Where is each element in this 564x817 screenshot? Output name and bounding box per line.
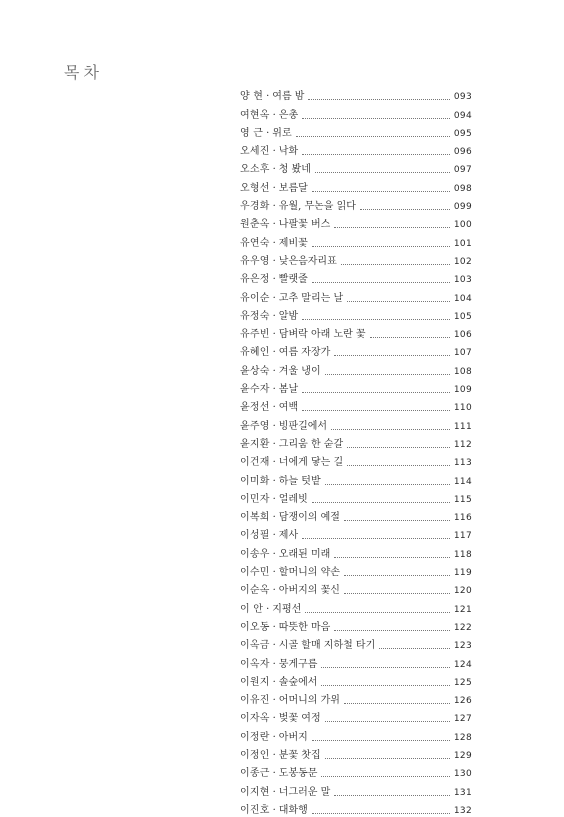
toc-entry	[240, 506, 472, 524]
toc-page-number: 100	[453, 220, 472, 231]
toc-entry-heading	[240, 585, 340, 597]
toc-entry-heading	[240, 402, 298, 414]
toc-author: 이건재	[240, 457, 270, 469]
toc-entry	[240, 286, 472, 304]
toc-entry	[240, 762, 472, 780]
toc-separator: ·	[272, 695, 276, 707]
toc-entry	[240, 213, 472, 231]
dot-leader	[321, 776, 449, 777]
toc-separator: ·	[272, 365, 276, 377]
toc-entry	[240, 707, 472, 725]
toc-page-number: 105	[453, 311, 472, 322]
dot-leader	[347, 447, 450, 448]
toc-author: 이자옥	[240, 713, 270, 725]
toc-entry-heading	[240, 183, 308, 195]
dot-leader	[379, 648, 450, 649]
table-of-contents	[240, 85, 472, 817]
toc-page-number: 097	[453, 165, 472, 176]
toc-entry	[240, 305, 472, 323]
toc-entry-heading	[240, 805, 308, 817]
dot-leader	[344, 593, 450, 594]
toc-separator: ·	[272, 749, 276, 761]
dot-leader	[334, 557, 450, 558]
toc-entry	[240, 195, 472, 213]
toc-page-number: 096	[453, 147, 472, 158]
toc-entry-heading	[240, 476, 321, 488]
toc-page-number: 120	[453, 586, 472, 597]
toc-separator: ·	[272, 676, 276, 688]
dot-leader	[302, 319, 450, 320]
toc-page-number: 131	[453, 787, 472, 798]
dot-leader	[334, 227, 450, 228]
toc-page-number: 119	[453, 568, 472, 579]
toc-title: 아버지의 꽃신	[278, 585, 340, 597]
toc-page-number: 094	[453, 110, 472, 121]
toc-entry	[240, 652, 472, 670]
toc-separator: ·	[272, 274, 276, 286]
toc-entry	[240, 433, 472, 451]
toc-entry-heading	[240, 274, 308, 286]
toc-separator: ·	[272, 475, 276, 487]
toc-entry	[240, 359, 472, 377]
toc-author: 윤상숙	[240, 365, 270, 377]
toc-title: 분꽃 찻집	[278, 749, 321, 761]
toc-title: 하늘 텃밭	[278, 475, 321, 487]
dot-leader	[321, 667, 449, 668]
dot-leader	[344, 575, 450, 576]
toc-title: 벚꽃 여정	[278, 713, 321, 725]
toc-entry-heading	[240, 110, 298, 122]
dot-leader	[308, 99, 449, 100]
toc-entry-heading	[240, 512, 340, 524]
toc-separator: ·	[272, 402, 276, 414]
toc-page-number: 108	[453, 366, 472, 377]
dot-leader	[347, 301, 450, 302]
toc-author: 이원지	[240, 676, 270, 688]
toc-author: 윤지환	[240, 438, 270, 450]
dot-leader	[370, 337, 450, 338]
toc-author: 유주빈	[240, 329, 270, 341]
toc-title: 솔숲에서	[278, 676, 318, 688]
toc-entry-heading	[240, 768, 317, 780]
toc-entry	[240, 780, 472, 798]
toc-entry-heading	[240, 457, 343, 469]
dot-leader	[347, 465, 450, 466]
toc-title: 담쟁이의 예절	[278, 512, 340, 524]
toc-page-number: 098	[453, 183, 472, 194]
toc-entry-heading	[240, 659, 317, 671]
toc-entry	[240, 799, 472, 817]
toc-page-number: 122	[453, 622, 472, 633]
toc-title: 청 봤네	[278, 164, 311, 176]
toc-page-number: 125	[453, 677, 472, 688]
toc-author: 이민자	[240, 493, 270, 505]
toc-separator: ·	[272, 768, 276, 780]
toc-title: 봄날	[278, 384, 299, 396]
toc-title: 너그러운 말	[278, 786, 331, 798]
toc-title: 여름 밤	[272, 91, 305, 103]
toc-entry	[240, 671, 472, 689]
toc-separator: ·	[272, 420, 276, 432]
toc-entry	[240, 597, 472, 615]
toc-separator: ·	[272, 457, 276, 469]
toc-author: 이순옥	[240, 585, 270, 597]
toc-page-number: 095	[453, 128, 472, 139]
toc-page-number: 130	[453, 769, 472, 780]
toc-entry-heading	[240, 329, 366, 341]
toc-entry	[240, 378, 472, 396]
toc-author: 오형선	[240, 182, 270, 194]
toc-page-number: 124	[453, 659, 472, 670]
toc-entry-heading	[240, 567, 340, 579]
toc-title: 어머니의 가위	[278, 695, 340, 707]
toc-separator: ·	[272, 548, 276, 560]
toc-author: 이미화	[240, 475, 270, 487]
toc-page-number: 103	[453, 275, 472, 286]
toc-separator: ·	[266, 127, 270, 139]
toc-title: 낮은음자리표	[278, 255, 337, 267]
toc-entry	[240, 103, 472, 121]
toc-author: 여현옥	[240, 109, 270, 121]
toc-entry-heading	[240, 347, 330, 359]
dot-leader	[341, 264, 450, 265]
toc-page-number: 106	[453, 330, 472, 341]
toc-separator: ·	[272, 530, 276, 542]
dot-leader	[344, 520, 450, 521]
toc-entry	[240, 469, 472, 487]
toc-page-number: 116	[453, 513, 472, 524]
toc-author: 윤정선	[240, 402, 270, 414]
toc-entry	[240, 524, 472, 542]
toc-entry	[240, 725, 472, 743]
dot-leader	[305, 612, 450, 613]
toc-title: 할머니의 약손	[278, 567, 340, 579]
toc-entry	[240, 176, 472, 194]
toc-page-number: 129	[453, 750, 472, 761]
toc-author: 오세진	[240, 146, 270, 158]
toc-entry-heading	[240, 695, 340, 707]
toc-author: 이수민	[240, 567, 270, 579]
toc-author: 유이순	[240, 292, 270, 304]
toc-title: 너에게 닿는 길	[278, 457, 344, 469]
toc-author: 이정란	[240, 731, 270, 743]
toc-separator: ·	[272, 164, 276, 176]
toc-entry-heading	[240, 421, 327, 433]
toc-entry-heading	[240, 549, 330, 561]
toc-author: 이옥자	[240, 658, 270, 670]
dot-leader	[312, 282, 450, 283]
toc-page-number: 111	[453, 421, 472, 432]
toc-title: 그리움 한 숟갈	[278, 438, 344, 450]
dot-leader	[321, 685, 449, 686]
toc-page-number: 115	[453, 494, 472, 505]
toc-author: 유우영	[240, 255, 270, 267]
toc-title: 겨울 냉이	[278, 365, 321, 377]
toc-title: 유월, 무논을 읽다	[278, 201, 356, 213]
toc-separator: ·	[272, 109, 276, 121]
toc-title: 빨랫줄	[278, 274, 308, 286]
toc-title: 제비꽃	[278, 237, 308, 249]
toc-author: 유혜인	[240, 347, 270, 359]
toc-title: 뭉게구름	[278, 658, 318, 670]
toc-title: 여름 자장가	[278, 347, 331, 359]
toc-entry-heading	[240, 91, 304, 103]
toc-author: 이진호	[240, 804, 270, 816]
dot-leader	[312, 191, 450, 192]
toc-separator: ·	[272, 310, 276, 322]
toc-entry	[240, 122, 472, 140]
toc-separator: ·	[266, 603, 270, 615]
toc-entry	[240, 689, 472, 707]
toc-title: 시골 할매 지하철 타기	[278, 640, 376, 652]
toc-page-number: 107	[453, 348, 472, 359]
toc-title: 은총	[278, 109, 299, 121]
toc-entry-heading	[240, 732, 308, 744]
toc-author: 이옥금	[240, 640, 270, 652]
dot-leader	[325, 758, 450, 759]
dot-leader	[325, 484, 450, 485]
toc-author: 이복희	[240, 512, 270, 524]
toc-separator: ·	[272, 786, 276, 798]
toc-page-number: 113	[453, 458, 472, 469]
toc-separator: ·	[272, 731, 276, 743]
toc-entry	[240, 414, 472, 432]
toc-author: 이송우	[240, 548, 270, 560]
toc-page-number: 117	[453, 531, 472, 542]
toc-author: 이종근	[240, 768, 270, 780]
toc-entry-heading	[240, 604, 301, 616]
toc-author: 이오동	[240, 621, 270, 633]
toc-entry	[240, 451, 472, 469]
dot-leader	[334, 630, 450, 631]
toc-separator: ·	[272, 182, 276, 194]
toc-separator: ·	[272, 493, 276, 505]
toc-entry	[240, 634, 472, 652]
dot-leader	[302, 410, 450, 411]
toc-title: 낙화	[278, 146, 299, 158]
toc-author: 유은정	[240, 274, 270, 286]
toc-entry-heading	[240, 219, 330, 231]
toc-title: 제사	[278, 530, 299, 542]
toc-title: 여백	[278, 402, 299, 414]
toc-separator: ·	[272, 329, 276, 341]
toc-separator: ·	[272, 219, 276, 231]
toc-separator: ·	[266, 91, 270, 103]
toc-entry	[240, 579, 472, 597]
toc-entry-heading	[240, 787, 330, 799]
toc-author: 이지현	[240, 786, 270, 798]
dot-leader	[312, 740, 450, 741]
dot-leader	[325, 721, 450, 722]
toc-page-number: 127	[453, 714, 472, 725]
toc-title: 지평선	[272, 603, 302, 615]
toc-entry-heading	[240, 530, 298, 542]
dot-leader	[296, 136, 450, 137]
dot-leader	[302, 538, 450, 539]
toc-entry	[240, 341, 472, 359]
toc-page-number: 114	[453, 476, 472, 487]
toc-page-number: 109	[453, 385, 472, 396]
toc-author: 이 안	[240, 603, 264, 615]
toc-author: 유정숙	[240, 310, 270, 322]
toc-separator: ·	[272, 567, 276, 579]
toc-separator: ·	[272, 237, 276, 249]
toc-page-number: 099	[453, 202, 472, 213]
toc-entry	[240, 323, 472, 341]
toc-title: 대화행	[278, 804, 308, 816]
toc-entry-heading	[240, 201, 356, 213]
toc-page-number: 128	[453, 732, 472, 743]
toc-author: 윤수자	[240, 384, 270, 396]
dot-leader	[302, 118, 450, 119]
toc-title: 위로	[272, 127, 292, 139]
toc-page-number: 112	[453, 439, 472, 450]
toc-entry-heading	[240, 640, 375, 652]
toc-page-number: 123	[453, 641, 472, 652]
toc-page-number: 110	[453, 403, 472, 414]
toc-author: 이유진	[240, 695, 270, 707]
dot-leader	[315, 172, 450, 173]
toc-author: 이정인	[240, 749, 270, 761]
toc-page-number: 102	[453, 256, 472, 267]
toc-entry-heading	[240, 439, 343, 451]
toc-page-number: 132	[453, 805, 472, 816]
toc-separator: ·	[272, 804, 276, 816]
toc-entry	[240, 231, 472, 249]
dot-leader	[360, 209, 450, 210]
toc-entry-heading	[240, 366, 321, 378]
toc-page-number: 121	[453, 604, 472, 615]
toc-entry	[240, 542, 472, 560]
toc-entry-heading	[240, 677, 317, 689]
toc-separator: ·	[272, 292, 276, 304]
toc-page-number: 104	[453, 293, 472, 304]
toc-separator: ·	[272, 146, 276, 158]
dot-leader	[312, 813, 450, 814]
toc-title: 도봉동문	[278, 768, 318, 780]
toc-entry	[240, 488, 472, 506]
dot-leader	[334, 355, 450, 356]
toc-page-number: 126	[453, 696, 472, 707]
toc-entry	[240, 158, 472, 176]
toc-title: 알밤	[278, 310, 299, 322]
toc-entry-heading	[240, 256, 337, 268]
toc-entry-heading	[240, 713, 321, 725]
toc-entry-heading	[240, 750, 321, 762]
toc-author: 유연숙	[240, 237, 270, 249]
toc-separator: ·	[272, 255, 276, 267]
toc-separator: ·	[272, 640, 276, 652]
toc-entry-heading	[240, 311, 298, 323]
toc-entry-heading	[240, 146, 298, 158]
dot-leader	[331, 429, 450, 430]
toc-entry-heading	[240, 238, 308, 250]
toc-author: 원춘옥	[240, 219, 270, 231]
dot-leader	[302, 392, 450, 393]
toc-separator: ·	[272, 713, 276, 725]
toc-title: 나팔꽃 버스	[278, 219, 331, 231]
toc-title: 따뜻한 마음	[278, 621, 331, 633]
toc-entry-heading	[240, 622, 330, 634]
toc-title: 오래된 미래	[278, 548, 331, 560]
toc-title: 고추 말리는 날	[278, 292, 344, 304]
toc-author: 이성필	[240, 530, 270, 542]
toc-entry	[240, 250, 472, 268]
toc-entry	[240, 140, 472, 158]
dot-leader	[302, 154, 450, 155]
dot-leader	[312, 502, 450, 503]
dot-leader	[344, 703, 450, 704]
toc-separator: ·	[272, 438, 276, 450]
toc-title: 담벼락 아래 노란 꽃	[278, 329, 366, 341]
toc-entry	[240, 396, 472, 414]
toc-separator: ·	[272, 621, 276, 633]
toc-page-number: 118	[453, 549, 472, 560]
toc-author: 양 현	[240, 91, 264, 103]
toc-title: 얼레빗	[278, 493, 308, 505]
dot-leader	[325, 374, 450, 375]
toc-separator: ·	[272, 384, 276, 396]
page-title: 목차	[64, 63, 103, 82]
toc-title: 빙판길에서	[278, 420, 328, 432]
toc-entry	[240, 561, 472, 579]
toc-separator: ·	[272, 201, 276, 213]
toc-author: 우경화	[240, 201, 270, 213]
toc-separator: ·	[272, 347, 276, 359]
toc-entry	[240, 268, 472, 286]
toc-title: 보름달	[278, 182, 308, 194]
toc-separator: ·	[272, 585, 276, 597]
dot-leader	[312, 246, 450, 247]
toc-page-number: 093	[453, 92, 472, 103]
toc-page-number: 101	[453, 238, 472, 249]
toc-entry-heading	[240, 164, 311, 176]
toc-entry-heading	[240, 128, 292, 140]
toc-entry	[240, 744, 472, 762]
toc-author: 윤주영	[240, 420, 270, 432]
toc-author: 오소후	[240, 164, 270, 176]
toc-entry	[240, 616, 472, 634]
toc-entry-heading	[240, 293, 343, 305]
toc-separator: ·	[272, 658, 276, 670]
dot-leader	[334, 795, 450, 796]
toc-title: 아버지	[278, 731, 308, 743]
toc-author: 영 근	[240, 127, 264, 139]
toc-entry	[240, 85, 472, 103]
toc-entry-heading	[240, 494, 308, 506]
toc-entry-heading	[240, 384, 298, 396]
toc-separator: ·	[272, 512, 276, 524]
